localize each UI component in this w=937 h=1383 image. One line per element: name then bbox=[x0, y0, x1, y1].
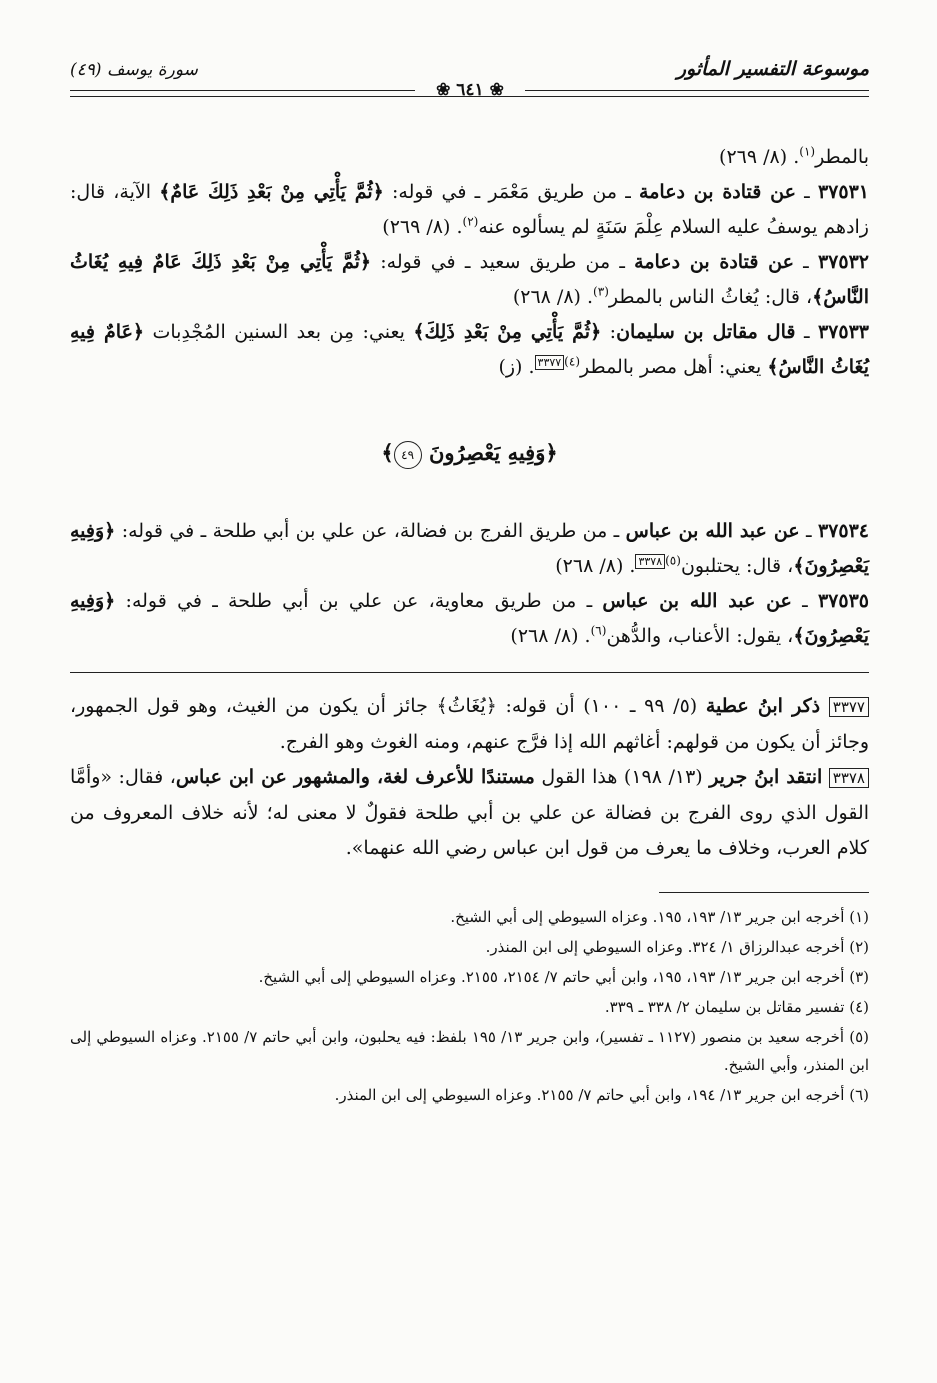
footnote: (٤) تفسير مقاتل بن سليمان ٢/ ٣٣٨ ـ ٣٣٩. bbox=[604, 998, 869, 1016]
verse-heading-text: ﴿وَفِيهِ يَعْصِرُونَ bbox=[428, 440, 558, 465]
entry-text: ، قال: يُغاثُ الناس بالمطر bbox=[608, 286, 813, 308]
volume-ref: . (٨/ ٢٦٨) bbox=[510, 625, 591, 647]
entry-text: : bbox=[601, 321, 617, 343]
entry-continuation bbox=[70, 140, 869, 175]
entry-text: بالمطر bbox=[815, 146, 869, 168]
commentary-author: انتقد ابنُ جرير bbox=[709, 766, 823, 788]
entry-37531: ٣٧٥٣١ ـ عن قتادة بن دعامة ـ من طريق مَعْمَر ـ في قوله: ﴿ثُمَّ يَأْتِي مِنْ بَعْدِ ذَلِكَ عَامٌ﴾ الآية، قال: زادهم يوسفُ عليه السلام عِلْمَ سَنَةٍ لم يسألوه عنه$^{(٢)}$. (٨/ ٢٦٩) bbox=[70, 181, 869, 238]
entry-37533: ٣٧٥٣٣ ـ قال مقاتل بن سليمان: ﴿ثُمَّ يَأْتِي مِنْ بَعْدِ ذَلِكَ﴾ يعني: مِن بعد السنين المُجْدِبات ﴿عَامٌ فِيهِ يُغَاثُ النَّاسُ﴾ يعني: أهل مصر بالمطر$^{(٤)٣٣٧٧}$. (ز) bbox=[70, 321, 869, 378]
volume-ref: . (٨/ ٢٦٩) bbox=[382, 216, 463, 238]
quran-quote: ﴿ثُمَّ يَأْتِي مِنْ بَعْدِ ذَلِكَ عَامٌ فِيهِ يُغَاثُ النَّاسُ﴾ bbox=[70, 251, 869, 308]
footnote-ref: (٦) bbox=[590, 623, 607, 638]
commentary-3378 bbox=[70, 760, 869, 866]
commentary-separator bbox=[70, 672, 869, 673]
entry-text: يعني: مِن بعد السنين المُجْدِبات bbox=[144, 321, 414, 343]
commentary-author: ذكر ابنُ عطية bbox=[705, 695, 821, 717]
commentary-3377 bbox=[70, 689, 869, 760]
footnote-separator bbox=[659, 892, 869, 893]
entry-text: يعني: أهل مصر بالمطر bbox=[580, 356, 768, 378]
narrator: قال مقاتل بن سليمان bbox=[616, 321, 796, 343]
footnote-ref: (٢) bbox=[462, 214, 479, 229]
verse-heading-close: ﴾ bbox=[381, 440, 394, 465]
book-title: موسوعة التفسير المأثور bbox=[676, 58, 869, 80]
footnote: (١) أخرجه ابن جرير ١٣/ ١٩٣، ١٩٥. وعزاه السيوطي إلى أبي الشيخ. bbox=[450, 908, 869, 926]
commentary-number-box: ٣٣٧٨ bbox=[829, 768, 869, 788]
entry-37532: ٣٧٥٣٢ ـ عن قتادة بن دعامة ـ من طريق سعيد ـ في قوله: ﴿ثُمَّ يَأْتِي مِنْ بَعْدِ ذَلِكَ عَامٌ فِيهِ يُغَاثُ النَّاسُ﴾، قال: يُغاثُ الناس بالمطر$^{(٣)}$. (٨/ ٢٦٨) bbox=[70, 251, 869, 308]
footnote: (٥) أخرجه سعيد بن منصور (١١٢٧ ـ تفسير)، وابن جرير ١٣/ ١٩٥ بلفظ: فيه يحلبون، وابن أبي حاتم ٧/ ٢١٥٥. وعزاه السيوطي إلى ابن المنذر، وأبي الشيخ. bbox=[70, 1028, 869, 1074]
entry-text: ، يقول: الأعناب، والدُّهن bbox=[606, 625, 794, 647]
narrator: عن قتادة بن دعامة bbox=[639, 181, 796, 203]
page-number-ornament-right: ❀ bbox=[483, 80, 504, 100]
narrator: عن عبد الله بن عباس bbox=[625, 520, 800, 542]
entry-text: ـ من طريق مَعْمَر ـ في قوله: bbox=[383, 181, 640, 203]
entry-number: ٣٧٥٣٣ bbox=[817, 321, 869, 343]
commentary-ref-box: ٣٣٧٨ bbox=[635, 554, 665, 569]
entry-text: ـ من طريق الفرج بن فضالة، عن علي بن أبي طلحة ـ في قوله: bbox=[115, 520, 626, 542]
commentary-number-box: ٣٣٧٧ bbox=[829, 697, 869, 717]
volume-ref: . (ز) bbox=[498, 356, 535, 378]
commentary-text: ، فقال: «وأمَّا القول الذي روى الفرج بن فضالة عن علي بن أبي طلحة فقولٌ لا معنى له؛ لأنه خلاف المعروف من كلام العرب، وخلاف ما يعرف من قول ابن عباس رضي الله عنهما». bbox=[70, 766, 869, 859]
volume-ref: . (٨/ ٢٦٩) bbox=[719, 146, 800, 168]
footnote-ref: (٥) bbox=[665, 553, 681, 568]
surah-label: سورة يوسف (٤٩) bbox=[70, 60, 198, 80]
footnote: (٣) أخرجه ابن جرير ١٣/ ١٩٣، ١٩٥، وابن أبي حاتم ٧/ ٢١٥٤، ٢١٥٥. وعزاه السيوطي إلى أبي الشيخ. bbox=[258, 968, 869, 986]
entry-text: الآية، قال: زادهم يوسفُ عليه السلام عِلْمَ سَنَةٍ لم يسألوه عنه bbox=[70, 181, 869, 238]
footnote: (٢) أخرجه عبدالرزاق ١/ ٣٢٤. وعزاه السيوطي إلى ابن المنذر. bbox=[485, 938, 869, 956]
footnote-ref: (١) bbox=[799, 144, 816, 159]
quran-quote: ﴿وَفِيهِ يَعْصِرُونَ﴾ bbox=[70, 520, 869, 577]
entry-number: ٣٧٥٣٥ bbox=[817, 590, 869, 612]
page-rule-left bbox=[70, 90, 415, 91]
commentary-emphasis: مستندًا للأعرف لغة، والمشهور عن ابن عباس bbox=[175, 766, 535, 788]
quran-quote: ﴿عَامٌ فِيهِ يُغَاثُ النَّاسُ﴾ bbox=[70, 321, 869, 378]
footnote-ref: (٣) bbox=[593, 284, 609, 299]
entry-37534: ٣٧٥٣٤ ـ عن عبد الله بن عباس ـ من طريق الفرج بن فضالة، عن علي بن أبي طلحة ـ في قوله: ﴿وَفِيهِ يَعْصِرُونَ﴾، قال: يحتلبون$^{(٥)٣٣٧٨}$. (٨/ ٢٦٨) bbox=[70, 520, 869, 577]
page-number-text: ٦٤١ bbox=[456, 80, 484, 100]
page-rule-right bbox=[525, 90, 869, 91]
verse-number-marker: ٤٩ bbox=[394, 441, 422, 469]
entry-37535: ٣٧٥٣٥ ـ عن عبد الله بن عباس ـ من طريق معاوية، عن علي بن أبي طلحة ـ في قوله: ﴿وَفِيهِ يَعْصِرُونَ﴾، يقول: الأعناب، والدُّهن$^{(٦)}$. (٨/ ٢٦٨) bbox=[70, 590, 869, 647]
narrator: عن قتادة بن دعامة bbox=[634, 251, 794, 273]
quran-quote: ﴿ثُمَّ يَأْتِي مِنْ بَعْدِ ذَلِكَ عَامٌ﴾ bbox=[159, 181, 384, 203]
commentary-ref-box: ٣٣٧٧ bbox=[535, 355, 565, 370]
entry-text: ـ من طريق سعيد ـ في قوله: bbox=[371, 251, 635, 273]
entry-text: ، قال: يحتلبون bbox=[680, 555, 794, 577]
commentary-text: (١٣/ ١٩٨) هذا القول bbox=[534, 766, 710, 788]
page-number bbox=[420, 80, 520, 100]
quran-quote: ﴿وَفِيهِ يَعْصِرُونَ﴾ bbox=[70, 590, 869, 647]
quran-quote: ﴿ثُمَّ يَأْتِي مِنْ بَعْدِ ذَلِكَ﴾ bbox=[413, 321, 602, 343]
entry-number: ٣٧٥٣٤ bbox=[817, 520, 869, 542]
volume-ref: . (٨/ ٢٦٨) bbox=[512, 286, 594, 308]
entry-number: ٣٧٥٣١ bbox=[817, 181, 869, 203]
main-text bbox=[70, 140, 869, 1111]
verse-heading bbox=[70, 435, 869, 470]
volume-ref: . (٨/ ٢٦٨) bbox=[555, 555, 636, 577]
footnote-ref: (٤) bbox=[564, 354, 580, 369]
commentary-text: (٥/ ٩٩ ـ ١٠٠) أن قوله: ﴿يُغَاثُ﴾ جائز أن يكون من الغيث، وهو قول الجمهور، وجائز أن يكون من قولهم: أغاثهم الله إذا فرَّج عنهم، ومنه الغوث وهو الفرج. bbox=[70, 695, 869, 753]
footnote: (٦) أخرجه ابن جرير ١٣/ ١٩٤، وابن أبي حاتم ٧/ ٢١٥٥. وعزاه السيوطي إلى ابن المنذر. bbox=[334, 1086, 869, 1104]
entry-text: ـ من طريق معاوية، عن علي بن أبي طلحة ـ في قوله: bbox=[115, 590, 603, 612]
page-number-ornament-left: ❀ bbox=[436, 80, 457, 100]
narrator: عن عبد الله بن عباس bbox=[602, 590, 792, 612]
entry-number: ٣٧٥٣٢ bbox=[817, 251, 869, 273]
footnotes bbox=[70, 903, 869, 1109]
